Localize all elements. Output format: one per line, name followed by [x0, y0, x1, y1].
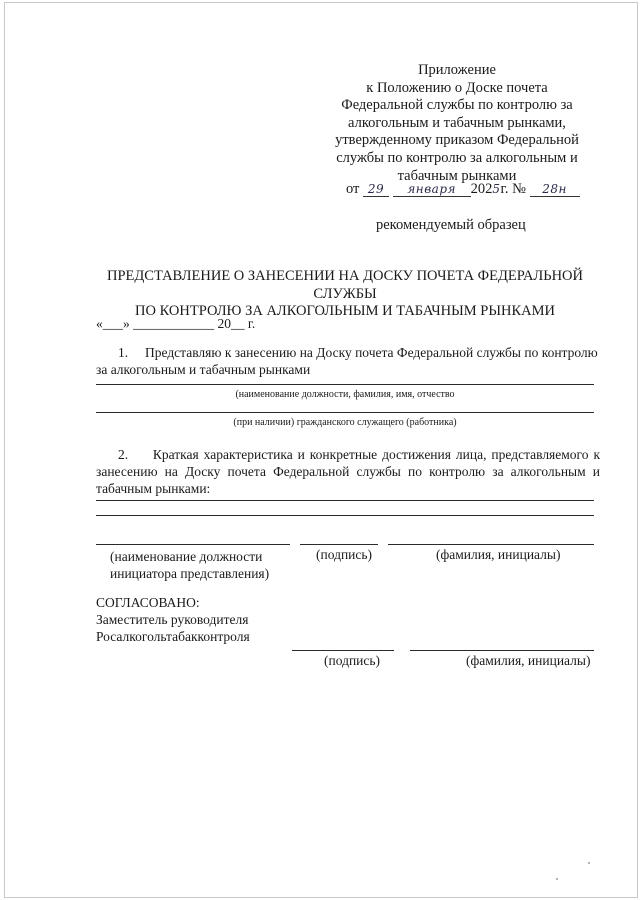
item-1 [96, 344, 600, 378]
order-prefix: от [346, 181, 360, 197]
signature-line [300, 544, 378, 545]
item-2 [96, 446, 600, 497]
order-year-digit-handwritten: 5 [492, 182, 501, 196]
position-caption-line-1: (наименование должности [110, 549, 263, 564]
agreed-line-1: Заместитель руководителя [96, 612, 249, 627]
item-2-text: Краткая характеристика и конкретные достижения лица, представляемого к занесению на Доску почета Федеральной службы по контролю за алкогольным и табачным рынками: [96, 447, 601, 496]
position-caption [110, 548, 269, 582]
agreed-block [96, 594, 250, 645]
appendix-line: службы по контролю за алкогольным и [336, 149, 578, 166]
appendix-line: табачным рынками [397, 167, 517, 184]
agreed-name-line [410, 650, 594, 651]
name-caption: (фамилия, инициалы) [436, 547, 561, 562]
item-1-text: Представляю к занесению на Доску почета Федеральной службы по контролю за алкогольным и табачным рынками [96, 345, 598, 377]
title-line-1: ПРЕДСТАВЛЕНИЕ О ЗАНЕСЕНИИ НА ДОСКУ ПОЧЕТА ФЕДЕРАЛЬНОЙ СЛУЖБЫ [107, 268, 583, 302]
position-caption-line-2: инициатора представления) [110, 566, 270, 581]
item-1-number: 1. [118, 345, 129, 360]
scan-speck [556, 878, 558, 880]
scan-speck [588, 862, 590, 864]
item-1-caption-1: (наименование должности, фамилия, имя, отчество [235, 389, 455, 400]
appendix-line: алкогольным и табачным рынками, [348, 114, 566, 131]
agreed-label: СОГЛАСОВАНО: [96, 595, 200, 610]
date-line: «___» ____________ 20__ г. [96, 316, 256, 331]
appendix-line: Федеральной службы по контролю за [341, 97, 573, 114]
name-line [388, 544, 594, 545]
agreed-signature-line [292, 650, 394, 651]
order-number: 28н [530, 182, 580, 197]
fill-line [96, 384, 594, 385]
order-year-prefix: 202 [470, 181, 493, 197]
order-month: января [393, 182, 471, 197]
order-reference [346, 181, 580, 198]
signature-caption: (подпись) [316, 547, 373, 562]
fill-line [96, 412, 594, 413]
order-year-suffix-static: г. [500, 181, 509, 197]
sample-label: рекомендуемый образец [376, 217, 526, 233]
position-line [96, 544, 290, 545]
document-title [80, 268, 610, 321]
appendix-line: Приложение [418, 62, 496, 78]
agreed-name-caption: (фамилия, инициалы) [466, 653, 591, 668]
appendix-line: утвержденному приказом Федеральной [335, 132, 579, 149]
appendix-header [312, 62, 602, 185]
agreed-line-2: Росалкогольтабакконтроля [96, 629, 250, 644]
order-day: 29 [363, 182, 389, 197]
title-line-2: ПО КОНТРОЛЮ ЗА АЛКОГОЛЬНЫМ И ТАБАЧНЫМ РЫНКАМИ [135, 303, 555, 320]
item-1-caption-2: (при наличии) гражданского служащего (работника) [233, 417, 457, 428]
fill-line [96, 515, 594, 516]
order-number-label: № [512, 181, 526, 197]
fill-line [96, 500, 594, 501]
item-2-number: 2. [118, 447, 129, 462]
agreed-signature-caption: (подпись) [324, 653, 381, 668]
appendix-line: к Положению о Доске почета [366, 79, 548, 96]
